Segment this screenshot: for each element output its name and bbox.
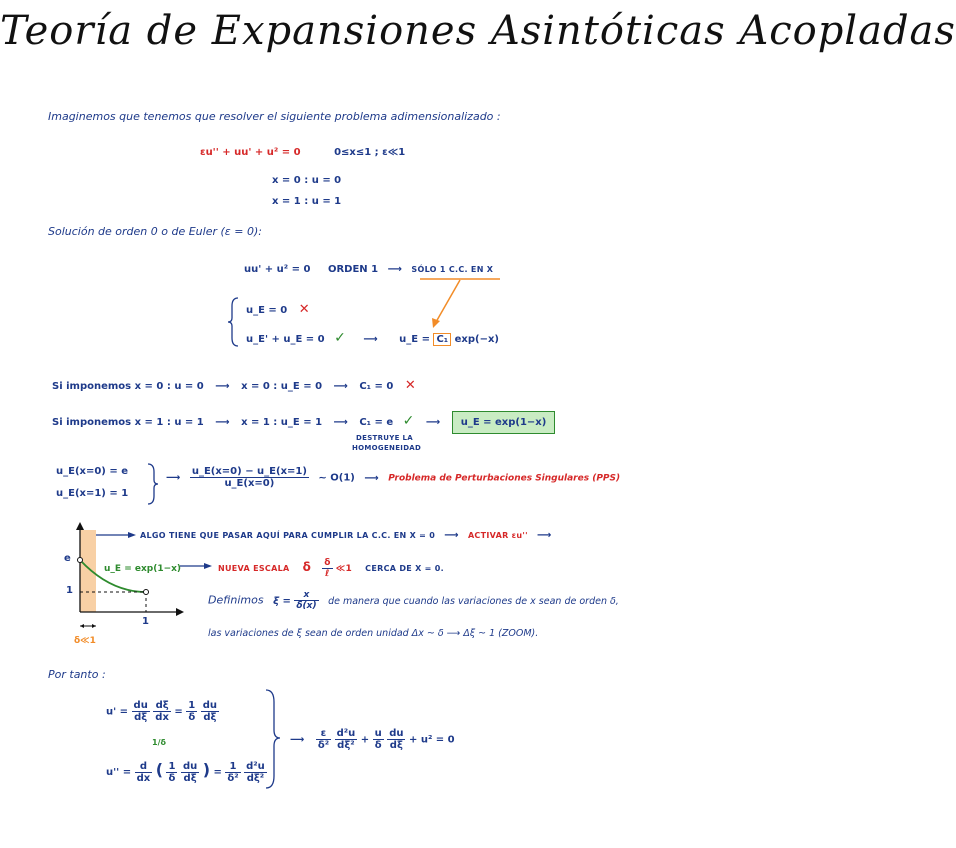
ratio-denominator: u_E(x=0): [224, 478, 275, 489]
d1-frac-b-num: dξ: [153, 700, 171, 712]
first-derivative-row: [106, 700, 219, 723]
plot-x1-label: 1: [142, 616, 149, 627]
algo-row: [140, 530, 552, 541]
d2-frac-c-num: du: [182, 760, 198, 772]
res-plus: +: [360, 734, 370, 746]
impose-1-mid: x = 0 : u_E = 0: [241, 381, 323, 392]
ue-final-box: u_E = exp(1−x): [452, 411, 556, 434]
plot-curve-label: u_E = exp(1−x): [104, 564, 182, 574]
definimos-rest: de manera que cuando las variaciones de x sean de orden δ,: [328, 595, 619, 607]
intro-text: Imaginemos que tenemos que resolver el siguiente problema adimensionalizado :: [48, 110, 501, 123]
delta-over-l: [322, 558, 332, 579]
cross-mark-icon: ✕: [404, 378, 416, 393]
res-frac-c-den: δ: [374, 740, 382, 751]
c1-box: C₁: [433, 333, 451, 346]
euler-heading: Solución de orden 0 o de Euler (ε = 0):: [48, 225, 262, 238]
delta-small-label: δ≪1: [74, 636, 96, 646]
algo-text: ALGO TIENE QUE PASAR AQUÍ PARA CUMPLIR LA C.C. EN X = 0: [140, 531, 436, 540]
d1-frac-c-num: 1: [188, 700, 196, 711]
d1-frac-d-den: dξ: [203, 712, 217, 723]
res-frac-d-num: du: [389, 728, 404, 739]
arrow-symbol: ⟶: [363, 334, 378, 345]
res-tail: + u² = 0: [408, 734, 455, 746]
arrow-symbol: ⟶: [290, 734, 305, 746]
arrow-symbol: ⟶: [215, 417, 230, 428]
check-mark-icon: ✓: [402, 413, 415, 429]
arrow-symbol: ⟶: [387, 264, 402, 275]
orden-label: ORDEN 1: [327, 264, 379, 275]
arrow-symbol: ⟶: [215, 381, 230, 392]
page-title: Teoría de Expansiones Asintóticas Acopladas: [0, 8, 956, 54]
res-frac-b-den: dξ²: [337, 740, 355, 751]
d2-frac-a-num: d: [135, 761, 153, 773]
impose-2-lhs: Si imponemos x = 1 : u = 1: [52, 417, 204, 428]
por-tanto-label: Por tanto :: [48, 668, 106, 681]
impose-1-lhs: Si imponemos x = 0 : u = 0: [52, 381, 204, 392]
xi-num: x: [294, 590, 318, 601]
impose-row-2: [52, 413, 555, 429]
d1-frac-b-den: dx: [155, 712, 169, 723]
definimos-label: Definimos: [208, 593, 264, 607]
d2-lhs: u'' =: [106, 767, 132, 778]
impose-2-mid: x = 1 : u_E = 1: [241, 417, 323, 428]
d1-frac-a-den: dξ: [134, 712, 148, 723]
euler-equation-row: [244, 264, 493, 275]
plot-one-label: 1: [66, 585, 73, 596]
d1-frac-d-num: du: [202, 700, 217, 711]
d2-frac-d-num: 1: [225, 761, 240, 773]
arrow-symbol: ⟶: [425, 417, 441, 428]
arrow-symbol: ⟶: [166, 472, 181, 484]
ue-ode-row: [246, 330, 499, 346]
pps-label: Problema de Perturbaciones Singulares (PPS): [388, 473, 621, 484]
impose-row-1: [52, 378, 416, 393]
arrow-symbol: ⟶: [444, 530, 459, 541]
d2-frac-d-den: δ²: [227, 772, 239, 784]
d2-frac-e-num: d²u: [246, 760, 265, 772]
xi-fraction: [294, 590, 318, 611]
cross-mark-icon: ✕: [298, 302, 310, 317]
ue-zero-row: [246, 302, 310, 317]
main-equation-expr: εu'' + uu' + u² = 0: [200, 147, 301, 158]
order-one: ~ O(1): [318, 472, 355, 484]
check-mark-icon: ✓: [334, 330, 346, 346]
d1-frac-c-den: δ: [188, 712, 196, 723]
one-over-delta-note: 1/δ: [152, 738, 166, 747]
delta-over-l-num: δ: [324, 558, 331, 568]
nueva-escala-label: NUEVA ESCALA: [218, 564, 290, 573]
d2-equals: =: [213, 767, 222, 778]
ue-solution-lhs: u_E =: [399, 334, 430, 345]
nueva-escala-row: [218, 558, 444, 579]
xi-den: δ(x): [296, 601, 317, 611]
activar-label: ACTIVAR εu'': [467, 531, 528, 540]
boundary-condition-1: x = 0 : u = 0: [272, 175, 342, 186]
cerca-label: CERCA DE X = 0.: [365, 564, 444, 573]
d1-equals: =: [174, 706, 183, 718]
res-frac-d-den: dξ: [389, 740, 403, 751]
d2-frac-a-den: dx: [136, 772, 151, 784]
solo-cc-label: SÓLO 1 C.C. EN X: [411, 265, 494, 274]
arrow-symbol: ⟶: [536, 530, 552, 541]
d2-frac-b-den: δ: [168, 772, 176, 784]
ratio-fraction: [190, 466, 309, 489]
main-equation: [200, 147, 405, 158]
d1-lhs: u' =: [106, 706, 129, 718]
definimos-row: [208, 590, 619, 611]
ue-at-1: u_E(x=1) = 1: [56, 488, 129, 499]
ratio-row: [166, 466, 620, 489]
arrow-symbol: ⟶: [364, 472, 379, 484]
ue-solution-rhs: exp(−x): [454, 334, 500, 345]
arrow-symbol: ⟶: [333, 417, 348, 428]
main-equation-domain: 0≤x≤1 ; ε≪1: [334, 147, 406, 158]
res-frac-c-num: u: [374, 728, 382, 739]
second-derivative-row: u'' = $\frac{d}{dx}$ ( $\frac{1}{\delta}$ $\frac{du}{d\xi}$ ) = $\frac{1}{\text{δ²}}$ $\frac{\text{d²u}}{\text{dξ²}}$: [106, 760, 265, 784]
ue-zero: u_E = 0: [246, 305, 288, 316]
destruye-label: DESTRUYE LA: [356, 434, 413, 442]
ratio-numerator: u_E(x=0) − u_E(x=1): [191, 466, 307, 477]
d2-frac-b-num: 1: [168, 760, 176, 772]
impose-2-result: C₁ = e: [359, 417, 394, 428]
homogeneidad-label: HOMOGENEIDAD: [352, 444, 422, 452]
boundary-condition-2: x = 1 : u = 1: [272, 196, 342, 207]
xi-label: ξ =: [273, 595, 291, 607]
euler-equation: uu' + u² = 0: [244, 264, 311, 275]
variaciones-line: las variaciones de ξ sean de orden unidad Δx ~ δ ⟶ Δξ ~ 1 (ZOOM).: [208, 628, 539, 639]
plot-e-label: e: [64, 553, 71, 564]
d2-frac-e-den: dξ²: [246, 772, 265, 784]
d1-frac-a-num: du: [133, 700, 148, 711]
res-frac-a-num: ε: [316, 728, 331, 740]
ue-at-0: u_E(x=0) = e: [56, 466, 129, 477]
much-less-one: ≪1: [335, 564, 353, 574]
delta-symbol: δ: [302, 560, 312, 574]
delta-over-l-den: ℓ: [325, 569, 330, 579]
result-equation-row: [290, 728, 455, 751]
impose-1-result: C₁ = 0: [359, 381, 394, 392]
ue-ode: u_E' + u_E = 0: [246, 334, 325, 345]
arrow-symbol: ⟶: [333, 381, 348, 392]
res-frac-b-num: d²u: [336, 728, 356, 739]
res-frac-a-den: δ²: [317, 740, 330, 751]
d2-frac-c-den: dξ: [183, 772, 197, 784]
